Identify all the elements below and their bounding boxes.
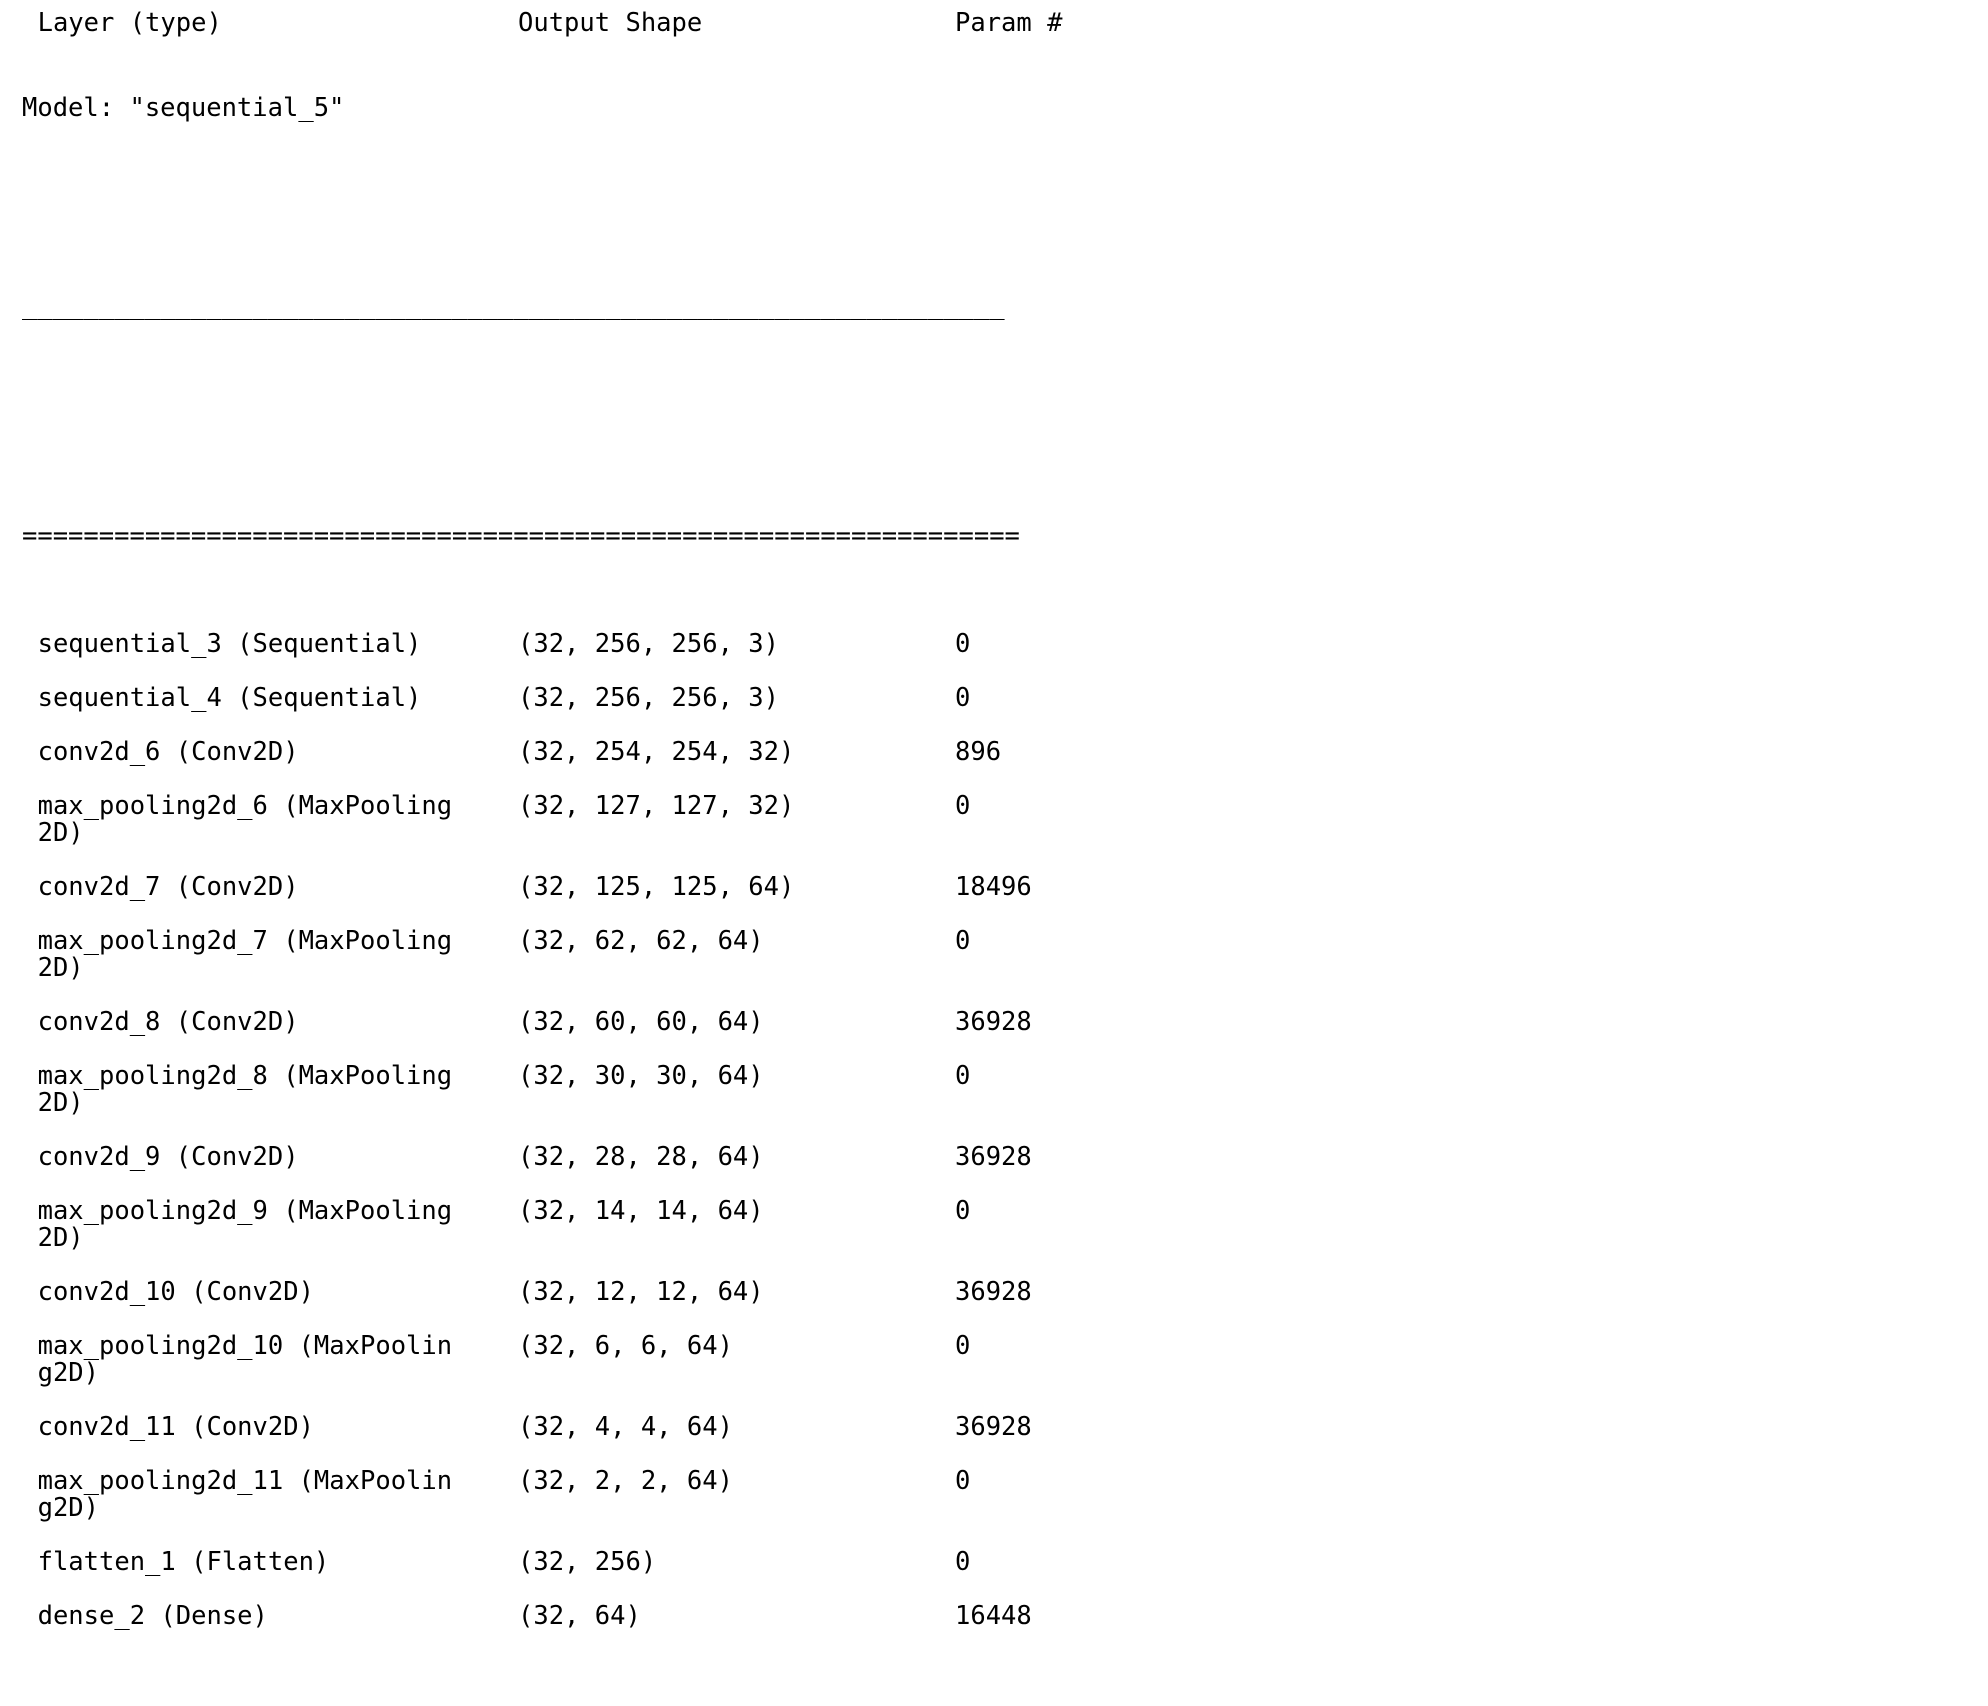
cell-layer-name-continuation: g2D) — [37, 1358, 100, 1388]
table-row — [22, 1277, 1032, 1331]
cell-output-shape: (32, 28, 28, 64) — [518, 1142, 764, 1172]
cell-layer-name: conv2d_10 (Conv2D) — [37, 1277, 314, 1307]
cell-layer-name: max_pooling2d_6 (MaxPooling — [37, 791, 453, 821]
cell-param-count: 36928 — [955, 1142, 1032, 1172]
cell-layer-name-continuation: 2D) — [37, 1223, 84, 1253]
cell-layer-name-continuation: 2D) — [37, 953, 84, 983]
cell-output-shape: (32, 127, 127, 32) — [518, 791, 795, 821]
cell-layer-name: conv2d_6 (Conv2D) — [37, 737, 299, 767]
table-row — [22, 737, 1020, 791]
cell-param-count: 0 — [955, 1196, 971, 1226]
cell-layer-name: conv2d_11 (Conv2D) — [37, 1412, 314, 1442]
cell-layer-name: dense_2 (Dense) — [37, 1601, 268, 1631]
table-row — [22, 1061, 1020, 1142]
table-row — [22, 1547, 1020, 1601]
cell-output-shape: (32, 64) — [518, 1601, 641, 1631]
cell-output-shape: (32, 62, 62, 64) — [518, 926, 764, 956]
cell-param-count: 0 — [955, 1331, 971, 1361]
cell-output-shape: (32, 256, 256, 3) — [518, 629, 779, 659]
table-row — [22, 1466, 1020, 1547]
table-row — [22, 1601, 1032, 1655]
cell-param-count: 0 — [955, 1547, 971, 1577]
cell-output-shape: (32, 254, 254, 32) — [518, 737, 795, 767]
cell-output-shape: (32, 30, 30, 64) — [518, 1061, 764, 1091]
table-row — [22, 791, 1020, 872]
table-header-separator: ================================================================= — [22, 522, 1020, 551]
cell-param-count: 36928 — [955, 1277, 1032, 1307]
cell-layer-name: sequential_4 (Sequential) — [37, 683, 422, 713]
column-header-layer: Layer (type) — [37, 8, 222, 38]
cell-output-shape: (32, 2, 2, 64) — [518, 1466, 733, 1496]
cell-param-count: 896 — [955, 737, 1002, 767]
column-header-output-shape: Output Shape — [518, 8, 703, 38]
column-header-param: Param # — [955, 8, 1063, 38]
cell-layer-name-continuation: g2D) — [37, 1493, 100, 1523]
table-row — [22, 872, 1032, 926]
table-row — [22, 1196, 1020, 1277]
table-row — [22, 629, 1020, 683]
cell-param-count: 0 — [955, 683, 971, 713]
cell-param-count: 0 — [955, 791, 971, 821]
cell-param-count: 0 — [955, 926, 971, 956]
table-row — [22, 926, 1020, 1007]
cell-param-count: 36928 — [955, 1412, 1032, 1442]
cell-layer-name: max_pooling2d_11 (MaxPoolin — [37, 1466, 453, 1496]
cell-output-shape: (32, 256) — [518, 1547, 657, 1577]
cell-layer-name: max_pooling2d_7 (MaxPooling — [37, 926, 453, 956]
table-row — [22, 1331, 1020, 1412]
cell-layer-name: conv2d_7 (Conv2D) — [37, 872, 299, 902]
cell-layer-name: flatten_1 (Flatten) — [37, 1547, 330, 1577]
cell-output-shape: (32, 4, 4, 64) — [518, 1412, 733, 1442]
cell-output-shape: (32, 60, 60, 64) — [518, 1007, 764, 1037]
table-row — [22, 1412, 1032, 1466]
table-top-rule: ________________________________________________________________ — [22, 299, 1005, 321]
cell-param-count: 36928 — [955, 1007, 1032, 1037]
cell-layer-name: sequential_3 (Sequential) — [37, 629, 422, 659]
cell-output-shape: (32, 256, 256, 3) — [518, 683, 779, 713]
model-summary-console — [22, 8, 1063, 1706]
cell-param-count: 0 — [955, 629, 971, 659]
cell-layer-name: max_pooling2d_9 (MaxPooling — [37, 1196, 453, 1226]
cell-layer-name: max_pooling2d_10 (MaxPoolin — [37, 1331, 453, 1361]
cell-output-shape: (32, 125, 125, 64) — [518, 872, 795, 902]
cell-layer-name: conv2d_9 (Conv2D) — [37, 1142, 299, 1172]
cell-output-shape: (32, 12, 12, 64) — [518, 1277, 764, 1307]
cell-param-count: 16448 — [955, 1601, 1032, 1631]
cell-layer-name: conv2d_8 (Conv2D) — [37, 1007, 299, 1037]
cell-param-count: 18496 — [955, 872, 1032, 902]
cell-output-shape: (32, 14, 14, 64) — [518, 1196, 764, 1226]
table-row — [22, 683, 1020, 737]
title-table-spacer — [22, 207, 1020, 223]
cell-layer-name: max_pooling2d_8 (MaxPooling — [37, 1061, 453, 1091]
table-row — [22, 1142, 1032, 1196]
cell-output-shape: (32, 6, 6, 64) — [518, 1331, 733, 1361]
layer-table-body — [22, 629, 1032, 1655]
cell-layer-name-continuation: 2D) — [37, 1088, 84, 1118]
cell-layer-name-continuation: 2D) — [37, 818, 84, 848]
cell-param-count: 0 — [955, 1061, 971, 1091]
table-row — [22, 1007, 1032, 1061]
model-title: Model: "sequential_5" — [22, 92, 345, 123]
cell-param-count: 0 — [955, 1466, 971, 1496]
